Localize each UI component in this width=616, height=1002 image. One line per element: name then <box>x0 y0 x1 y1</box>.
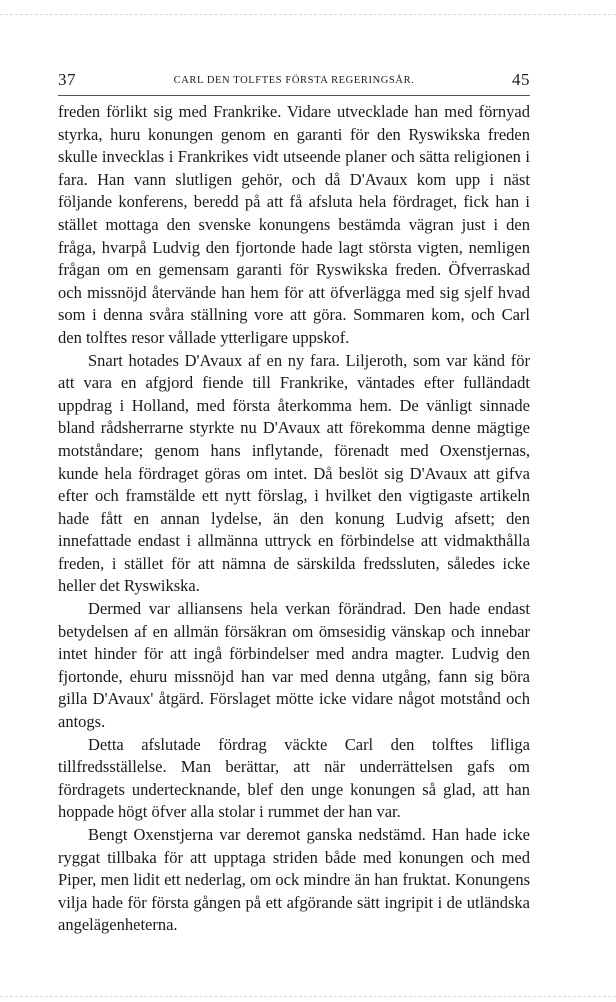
top-page-edge <box>0 14 616 15</box>
running-title: CARL DEN TOLFTES FÖRSTA REGERINGSÅR. <box>173 75 415 86</box>
page-header <box>58 70 530 92</box>
page-number: 45 <box>512 70 530 89</box>
paragraph: Dermed var alliansens hela verkan förändrad. Den hade endast betydelsen af en allmän försäkran om ömsesidig vänskap och innebar intet hinder för att ingå förbindelser med andra magter. Ludvig den fjortonde, ehuru missnöjd han var med denna utgång, fann sig böra gilla D'Avaux' åtgärd. Förslaget mötte icke vidare något motstånd och antogs. <box>58 599 530 732</box>
paragraph: freden förlikt sig med Frankrike. Vidare utvecklade han med förnyad styrka, huru konungen genom en garanti för den Ryswikska freden skulle invecklas i Frankrikes vidt utseende planer och sätta religionen i fara. Han vann slutligen gehör, och då D'Avaux kom upp i näst följande konferens, beredd på att få afsluta hela fördraget, fick han i stället mottaga den svenske konungens bestämda vägran just i den fråga, hvarpå Ludvig den fjortonde hade lagt största vigten, nemligen frågan om en gemensam garanti för Ryswikska freden. Öfverraskad och missnöjd återvände han hem för att öfverlägga med sig sjelf hvad som i denna svåra ställning vore att göra. Sommaren kom, och Carl den tolftes resor vållade ytterligare uppskof. <box>58 102 530 347</box>
header-rule <box>58 95 530 96</box>
bottom-page-edge <box>0 996 616 997</box>
folio-number: 37 <box>58 70 76 89</box>
paragraph: Snart hotades D'Avaux af en ny fara. Liljeroth, som var känd för att vara en afgjord fiende till Frankrike, väntades efter fulländadt uppdrag i Holland, med första återkomma hem. De vänligt sinnade bland rådsherrarne styrkte nu D'Avaux att förekomma denne mägtige motståndare; genom hans inflytande, förenadt med Oxenstjernas, kunde hela fördraget göras om intet. Då beslöt sig D'Avaux att gifva efter och framstälde ett nytt förslag, i hvilket den vigtigaste artikeln hade fått en annan lydelse, än den konung Ludvig afsett; den innefattade endast i allmänna uttryck en förbindelse att vidmakthålla freden, i stället för att nämna de särskilda fredssluten, således icke heller det Ryswikska. <box>58 350 530 596</box>
body-text <box>58 101 530 937</box>
paragraph: Bengt Oxenstjerna var deremot ganska nedstämd. Han hade icke ryggat tillbaka för att upptaga striden både med konungen och med Piper, men lidit ett nederlag, om ock mindre än han fruktat. Konungens vilja hade för första gången på ett afgörande sätt ingripit i de utländska angelägenheterna. <box>58 825 530 935</box>
paragraph: Detta afslutade fördrag väckte Carl den tolftes lifliga tillfredsställelse. Man berättar, att när underrättelsen gafs om fördragets undertecknande, blef den unge konungen så glad, att han hoppade högt öfver alla stolar i rummet der han var. <box>58 734 530 822</box>
